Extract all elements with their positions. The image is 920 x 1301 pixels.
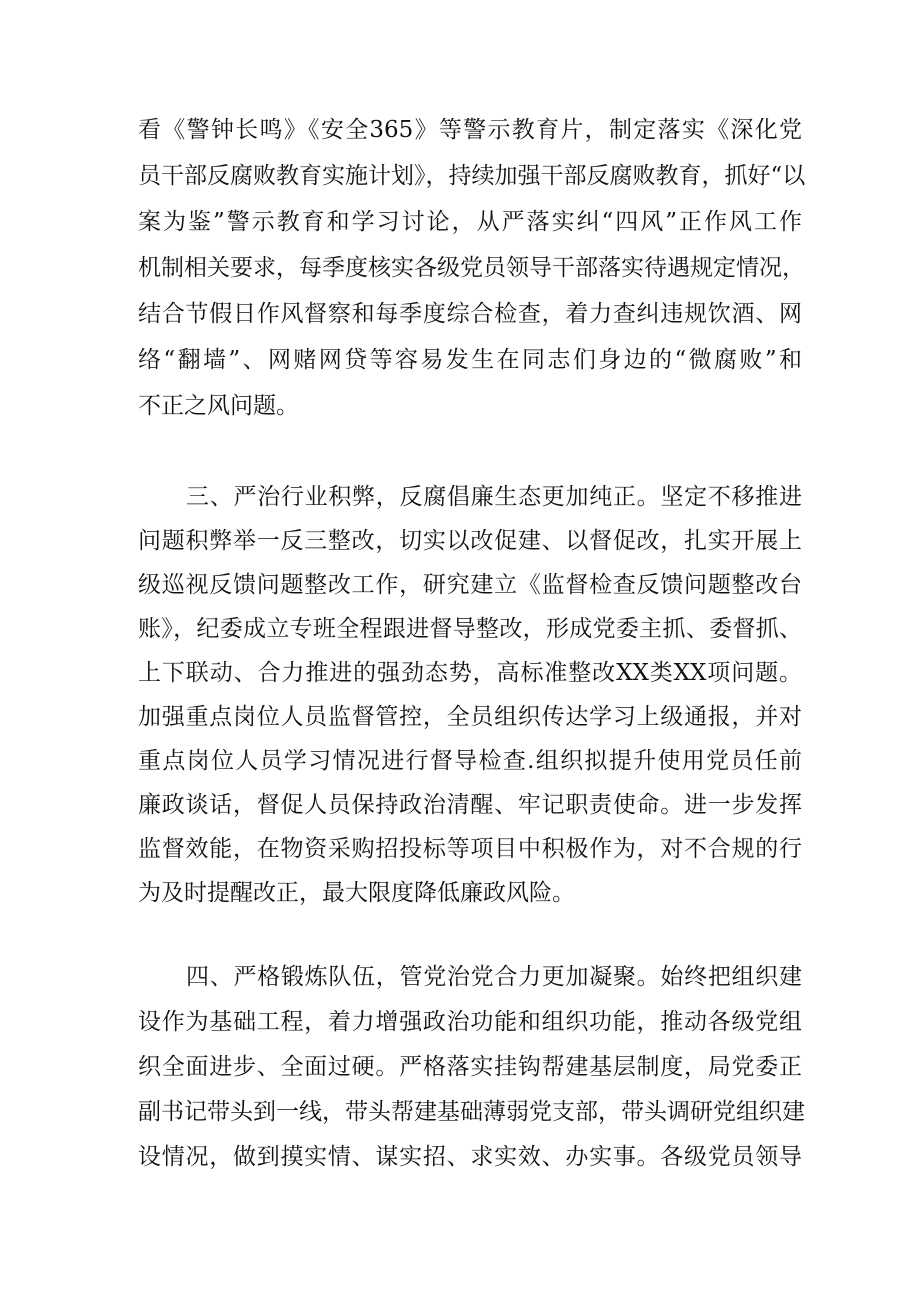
text-line: 副书记带头到一线，带头帮建基础薄弱党支部，带头调研党组织建 (138, 1099, 805, 1125)
text-line: 结合节假日作风督察和每季度综合检查，着力查纠违规饮酒、网 (138, 301, 802, 327)
text-line: 级巡视反馈问题整改工作，研究建立《监督检查反馈问题整改台 (138, 572, 802, 598)
text-line: 案为鉴”警示教育和学习讨论，从严落实纠“四风”正作风工作 (138, 209, 802, 235)
text-line: 廉政谈话，督促人员保持政治清醒、牢记职责使命。进一步发挥 (138, 792, 802, 818)
section-four-heading-line: 四、严格锻炼队伍，管党治党合力更加凝聚。始终把组织建 (186, 964, 802, 990)
text-line: 重点岗位人员学习情况进行督导检查.组织拟提升使用党员任前 (138, 748, 802, 774)
text-line: 为及时提醒改正，最大限度降低廉政风险。 (138, 880, 575, 906)
text-line: 络“翻墙”、网赌网贷等容易发生在同志们身边的“微腐败”和 (138, 347, 802, 373)
text-line: 监督效能，在物资采购招投标等项目中积极作为，对不合规的行 (138, 836, 802, 862)
text-line: 上下联动、合力推进的强劲态势，高标准整改XX类XX项问题。 (138, 660, 802, 686)
text-line: 看《警钟长鸣》《安全365》等警示教育片，制定落实《深化党 (138, 117, 802, 143)
text-line: 账》，纪委成立专班全程跟进督导整改，形成党委主抓、委督抓、 (138, 616, 802, 642)
text-line: 不正之风问题。 (138, 393, 299, 419)
text-line: 设作为基础工程，着力增强政治功能和组织功能，推动各级党组 (138, 1009, 802, 1035)
text-line: 员干部反腐败教育实施计划》，持续加强干部反腐败教育，抓好“以 (138, 163, 806, 189)
text-line: 机制相关要求，每季度核实各级党员领导干部落实待遇规定情况， (138, 255, 805, 281)
section-three-heading-line: 三、严治行业积弊，反腐倡廉生态更加纯正。坚定不移推进 (186, 484, 802, 510)
text-line: 加强重点岗位人员监督管控，全员组织传达学习上级通报，并对 (138, 704, 802, 730)
text-line: 织全面进步、全面过硬。严格落实挂钩帮建基层制度，局党委正 (138, 1054, 802, 1080)
text-line: 设情况，做到摸实情、谋实招、求实效、办实事。各级党员领导 (138, 1144, 802, 1170)
text-line: 问题积弊举一反三整改，切实以改促建、以督促改，扎实开展上 (138, 528, 802, 554)
